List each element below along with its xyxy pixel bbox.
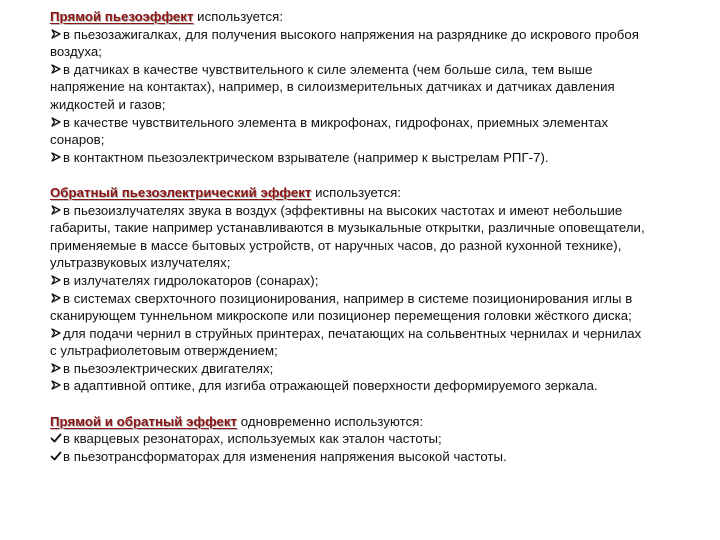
- arrow-bullet-icon: [50, 292, 62, 304]
- list-item: [50, 202, 650, 272]
- section-intro: используется:: [193, 9, 284, 24]
- list-item-text: в излучателях гидролокаторов (сонарах);: [63, 272, 319, 288]
- arrow-bullet-icon: [50, 63, 62, 75]
- section-inverse-effect-title: [50, 184, 650, 202]
- list-item-text: в системах сверхточного позиционирования, например в системе позиционирования иглы в сканирующем туннельном микроскопе или позиционер перемещения головки жёсткого диска;: [50, 290, 633, 324]
- list-item-text: в пьезотрансформаторах для изменения напряжения высокой частоты.: [63, 448, 507, 464]
- list-item: [50, 360, 650, 378]
- checkmark-bullet-icon: [50, 450, 62, 462]
- arrow-bullet-icon: [50, 204, 62, 216]
- list-item: [50, 149, 650, 167]
- list-item: [50, 272, 650, 290]
- section-combined-effect-title: [50, 413, 650, 431]
- list-item: [50, 430, 650, 448]
- list-item-text: в пьезозажигалках, для получения высокого напряжения на разряднике до искрового пробоя воздуха;: [50, 26, 639, 60]
- list-item-text: в пьезоизлучателях звука в воздух (эффективны на высоких частотах и имеют небольшие габариты, такие например устанавливаются в музыкальные открытки, различные оповещатели, применяемые в массе бытовых устройств, от наручных часов, до разной кухонной технике), ультразвуковых излучателях;: [50, 202, 645, 271]
- arrow-bullet-icon: [50, 116, 62, 128]
- section-intro: одновременно используются:: [237, 413, 424, 429]
- section-direct-effect-title: [50, 8, 650, 26]
- list-item-text: для подачи чернил в струйных принтерах, печатающих на сольвентных чернилах и чернилах с ультрафиолетовым отверждением;: [50, 325, 642, 359]
- list-item-text: в пьезоэлектрических двигателях;: [63, 360, 274, 376]
- section-heading: Обратный пьезоэлектрический эффект: [50, 184, 312, 200]
- slide-content: [50, 8, 650, 465]
- list-item-text: в кварцевых резонаторах, используемых как эталон частоты;: [63, 431, 442, 447]
- list-item: [50, 290, 650, 325]
- list-item-text: в качестве чувствительного элемента в микрофонах, гидрофонах, приемных элементах сонаров;: [50, 114, 609, 148]
- list-item-text: в датчиках в качестве чувствительного к силе элемента (чем больше сила, тем выше напряжение на контактах), например, в силоизмерительных датчиках и датчиках давления жидкостей и газов;: [50, 61, 615, 112]
- section-intro: используется:: [311, 184, 401, 200]
- list-item: [50, 377, 650, 395]
- arrow-bullet-icon: [50, 379, 62, 391]
- list-item: [50, 61, 650, 114]
- arrow-bullet-icon: [50, 274, 62, 286]
- spacer: [50, 166, 650, 184]
- arrow-bullet-icon: [50, 151, 62, 163]
- list-item: [50, 114, 650, 149]
- list-item-text: в контактном пьезоэлектрическом взрывателе (например к выстрелам РПГ-7).: [63, 149, 549, 165]
- list-item: [50, 26, 650, 61]
- arrow-bullet-icon: [50, 28, 62, 40]
- section-heading: Прямой пьезоэффект: [50, 9, 194, 24]
- list-item: [50, 448, 650, 466]
- list-item: [50, 325, 650, 360]
- spacer: [50, 395, 650, 413]
- arrow-bullet-icon: [50, 362, 62, 374]
- section-heading: Прямой и обратный эффект: [50, 413, 238, 429]
- arrow-bullet-icon: [50, 327, 62, 339]
- list-item-text: в адаптивной оптике, для изгиба отражающей поверхности деформируемого зеркала.: [63, 378, 598, 394]
- checkmark-bullet-icon: [50, 432, 62, 444]
